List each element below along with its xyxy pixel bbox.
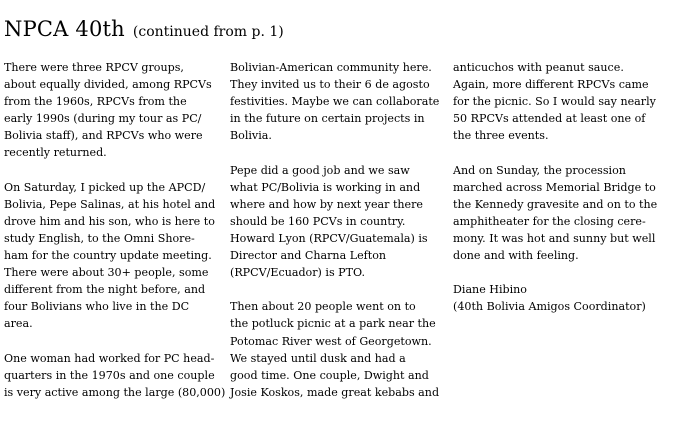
text-line: Josie Koskos, made great kebabs and: [230, 385, 440, 399]
text-line: There were about 30+ people, some: [4, 266, 209, 280]
text-line: One woman had worked for PC head-: [4, 351, 215, 365]
text-line: in the future on certain projects in: [230, 112, 425, 126]
text-line: There were three RPCV groups,: [4, 61, 184, 74]
text-line: Diane Hibino: [453, 283, 527, 297]
title-text: NPCA 40th: [4, 17, 125, 41]
paragraph: [4, 59, 228, 162]
text-line: four Bolivians who live in the DC: [4, 300, 190, 314]
text-line: Bolivian-American community here.: [230, 61, 432, 74]
text-line: about equally divided, among RPCVs: [4, 78, 212, 92]
text-line: quarters in the 1970s and one couple: [4, 368, 215, 382]
text-line: where and how by next year there: [230, 197, 423, 211]
text-line: the three events.: [453, 129, 549, 143]
text-line: what PC/Bolivia is working in and: [230, 180, 421, 194]
paragraph: [4, 179, 228, 333]
paragraph: [230, 59, 452, 144]
text-line: ham for the country update meeting.: [4, 249, 212, 263]
text-line: Potomac River west of Georgetown.: [230, 334, 432, 348]
text-line: recently returned.: [4, 146, 107, 160]
text-line: done and with feeling.: [453, 249, 579, 263]
text-line: Howard Lyon (RPCV/Guatemala) is: [230, 231, 428, 245]
paragraph: [4, 350, 228, 401]
text-line: They invited us to their 6 de agosto: [230, 78, 430, 92]
text-line: Pepe did a good job and we saw: [230, 163, 410, 177]
paragraph: [230, 298, 452, 401]
continuation-note: (continued from p. 1): [132, 24, 284, 40]
text-line: the Kennedy gravesite and on to the: [453, 197, 658, 211]
text-line: festivities. Maybe we can collaborate: [230, 95, 440, 109]
text-line: marched across Memorial Bridge to: [453, 180, 656, 194]
text-line: area.: [4, 317, 33, 331]
page-title: [4, 6, 284, 44]
text-line: amphitheater for the closing cere-: [453, 214, 646, 228]
text-line: On Saturday, I picked up the APCD/: [4, 180, 206, 194]
text-line: study English, to the Omni Shore-: [4, 231, 195, 245]
text-line: good time. One couple, Dwight and: [230, 368, 429, 382]
text-line: Bolivia, Pepe Salinas, at his hotel and: [4, 197, 216, 211]
text-line: the potluck picnic at a park near the: [230, 317, 436, 331]
text-line: from the 1960s, RPCVs from the: [4, 95, 187, 109]
paragraph: [453, 59, 673, 144]
text-line: 50 RPCVs attended at least one of: [453, 112, 646, 126]
text-line: for the picnic. So I would say nearly: [453, 95, 656, 109]
text-column-2: [230, 59, 452, 418]
text-line: anticuchos with peanut sauce.: [453, 61, 624, 74]
text-line: We stayed until dusk and had a: [230, 351, 406, 365]
text-line: (40th Bolivia Amigos Coordinator): [453, 300, 646, 314]
paragraph: [453, 281, 673, 315]
text-line: Director and Charna Lefton: [230, 249, 387, 263]
text-line: Bolivia staff), and RPCVs who were: [4, 129, 203, 143]
text-line: And on Sunday, the procession: [453, 163, 626, 177]
paragraph: [453, 162, 673, 265]
text-column-1: [4, 59, 228, 418]
text-line: different from the night before, and: [4, 283, 206, 297]
text-line: Then about 20 people went on to: [230, 300, 416, 314]
text-line: (RPCV/Ecuador) is PTO.: [230, 266, 365, 280]
paragraph: [230, 162, 452, 282]
text-line: Bolivia.: [230, 129, 272, 143]
text-line: is very active among the large (80,000): [4, 385, 226, 399]
text-line: Again, more different RPCVs came: [453, 78, 649, 92]
text-line: drove him and his son, who is here to: [4, 214, 215, 228]
text-line: should be 160 PCVs in country.: [230, 214, 406, 228]
text-line: mony. It was hot and sunny but well: [453, 231, 656, 245]
text-column-3: [453, 59, 673, 333]
text-line: early 1990s (during my tour as PC/: [4, 112, 202, 126]
